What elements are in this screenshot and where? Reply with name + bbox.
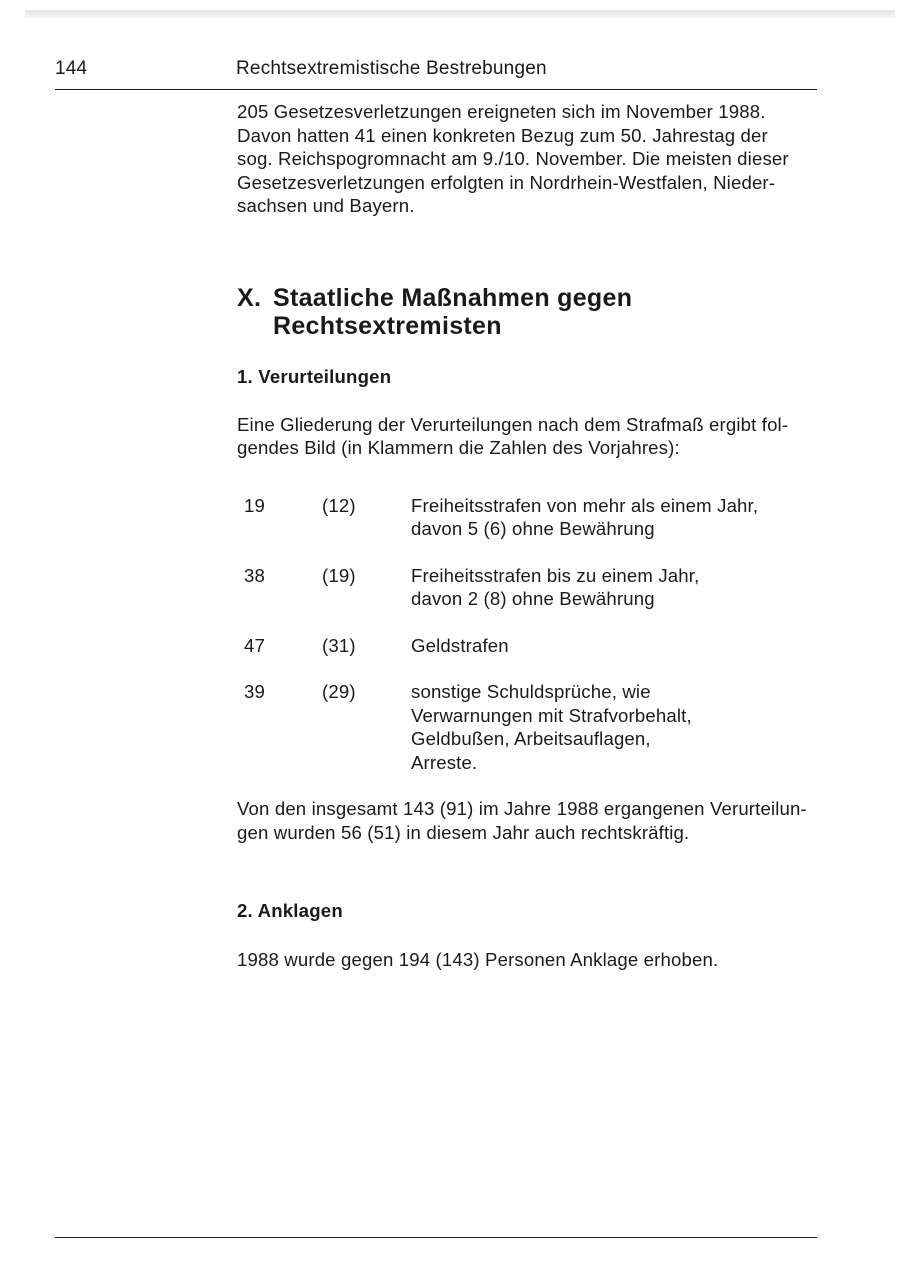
page-content [237, 100, 819, 972]
stat-current-count: 38 [244, 564, 265, 586]
stat-row [237, 634, 819, 658]
stat-previous-count: (12) [322, 494, 356, 516]
text-line: Von den insgesamt 143 (91) im Jahre 1988 ergangenen Verurteilun- [237, 798, 807, 819]
text-line: gen wurden 56 (51) in diesem Jahr auch rechtskräftig. [237, 821, 690, 843]
text-line: sog. Reichspogromnacht am 9./10. November. Die meisten dieser [237, 148, 789, 169]
stat-previous-count: (29) [322, 681, 356, 702]
chapter-title-line: Staatliche Maßnahmen gegen [273, 283, 633, 312]
stat-label-line: Freiheitsstrafen von mehr als einem Jahr, [411, 494, 759, 516]
stat-label [411, 564, 819, 611]
stat-label-line: davon 2 (8) ohne Bewährung [411, 588, 655, 609]
stat-label-line: Geldstrafen [411, 634, 509, 656]
section2-text: 1988 wurde gegen 194 (143) Personen Anklage erhoben. [237, 949, 719, 970]
stat-row [237, 680, 819, 774]
text-line: 205 Gesetzesverletzungen ereigneten sich im November 1988. [237, 101, 766, 122]
stat-previous-count: (19) [322, 564, 356, 586]
section1-summary [237, 797, 819, 844]
chapter-number: X. [237, 283, 262, 312]
scan-edge-shadow [25, 10, 895, 18]
stat-previous-count: (31) [322, 634, 356, 656]
text-line: Davon hatten 41 einen konkreten Bezug zum 50. Jahrestag der [237, 124, 768, 146]
stat-current-count: 47 [244, 634, 265, 656]
stat-current-count: 19 [244, 494, 265, 516]
stat-label-line: sonstige Schuldsprüche, wie [411, 681, 651, 702]
section-heading-anklagen: 2. Anklagen [237, 900, 343, 921]
stat-row [237, 494, 819, 541]
text-line: sachsen und Bayern. [237, 195, 415, 216]
text-line: gendes Bild (in Klammern die Zahlen des Vorjahres): [237, 437, 680, 458]
page-header [55, 58, 817, 86]
stat-label-line: Verwarnungen mit Strafvorbehalt, [411, 704, 692, 726]
stat-label-line: Geldbußen, Arbeitsauflagen, [411, 728, 651, 749]
stat-label-line: Arreste. [411, 751, 478, 773]
stat-label [411, 494, 819, 541]
chapter-heading [237, 284, 819, 340]
text-line: Eine Gliederung der Verurteilungen nach dem Strafmaß ergibt fol- [237, 413, 789, 435]
text-line: Gesetzesverletzungen erfolgten in Nordrhein-Westfalen, Nieder- [237, 171, 776, 193]
intro-paragraph [237, 100, 819, 218]
header-rule [55, 89, 817, 90]
chapter-title-line: Rechtsextremisten [273, 311, 502, 340]
stat-label-line: Freiheitsstrafen bis zu einem Jahr, [411, 564, 700, 586]
stat-label [411, 634, 819, 658]
running-title: Rechtsextremistische Bestrebungen [236, 58, 547, 79]
page-number: 144 [55, 58, 88, 79]
section1-description [237, 413, 819, 460]
stat-current-count: 39 [244, 681, 265, 702]
stat-label [411, 680, 819, 774]
stat-label-line: davon 5 (6) ohne Bewährung [411, 518, 655, 539]
stat-row [237, 564, 819, 611]
section-heading-verurteilungen: 1. Verurteilungen [237, 365, 392, 387]
conviction-stats-list [237, 494, 819, 775]
footer-rule [55, 1237, 817, 1238]
